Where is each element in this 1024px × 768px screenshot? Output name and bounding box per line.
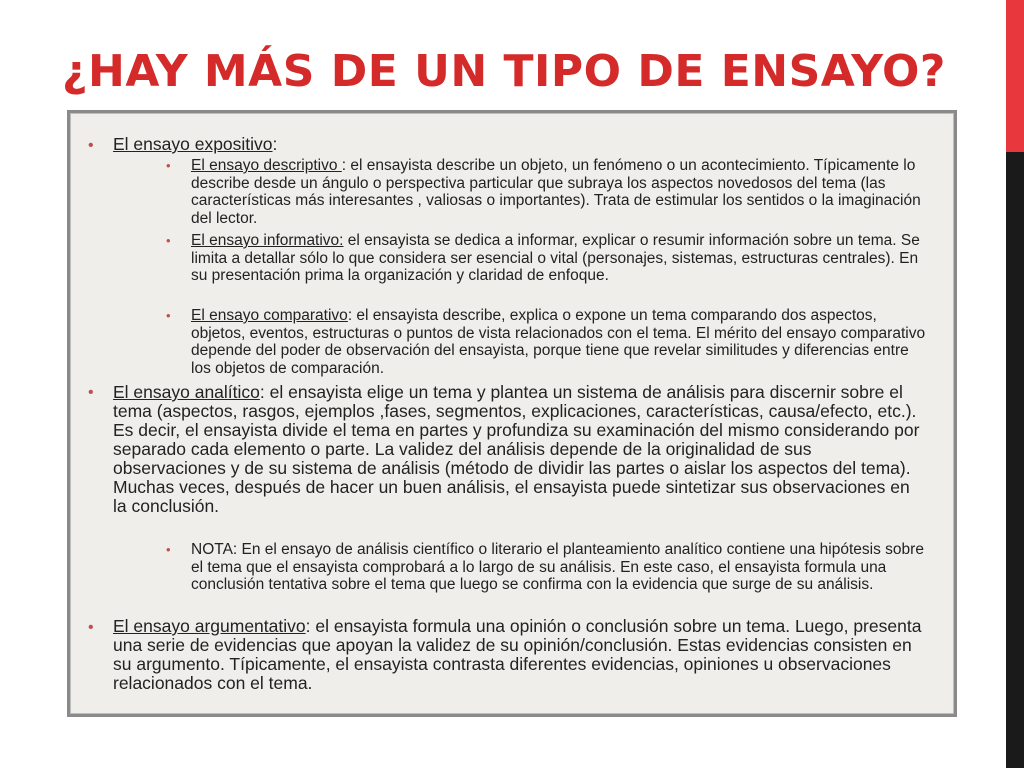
slide-title: ¿HAY MÁS DE UN TIPO DE ENSAYO? (62, 46, 946, 97)
list-item-argumentativo (113, 617, 923, 693)
accent-bar-black (1006, 152, 1024, 768)
text-nota: NOTA: En el ensayo de análisis científico o literario el planteamiento analítico contiene una hipótesis sobre el tema que el ensayista comprobará a lo largo de su análisis. En este caso, el ensayista formula una conclusión tentativa sobre el tema que luego se confirma con la evidencia que surge de su análisis. (191, 541, 924, 594)
text-informativo: el ensayista se dedica a informar, explicar o resumir información sobre un tema. Se limita a detallar sólo lo que considera ser esencial o vital (personajes, sistemas, estructuras centrales). En su presentación prima la organización y claridad de enfoque. (191, 232, 920, 285)
term-descriptivo: El ensayo descriptivo (191, 157, 342, 174)
text-argumentativo: : el ensayista formula una opinión o conclusión sobre un tema. Luego, presenta una serie de evidencias que apoyan la validez de su opinión/conclusión. Estas evidencias consisten en su argumento. Típicamente, el ensayista contrasta diferentes evidencias, opiniones u observaciones relacionados con el tema. (113, 616, 922, 693)
term-comparativo: El ensayo comparativo (191, 307, 348, 324)
text-descriptivo: : el ensayista describe un objeto, un fenómeno o un acontecimiento. Típicamente lo describe desde un ángulo o perspectiva particular que subraya los aspectos novedosos del tema (las características más interesantes , valiosas o importantes). Trata de estimular los sentidos o la imaginación del lector. (191, 157, 921, 227)
text-comparativo: : el ensayista describe, explica o expone un tema comparando dos aspectos, objetos, eventos, estructuras o puntos de vista relacionados con el tema. El mérito del ensayo comparativo depende del poder de observación del ensayista, porque tiene que revelar similitudes y diferencias entre los objetos de comparación. (191, 307, 926, 377)
term-informativo: El ensayo informativo: (191, 232, 344, 249)
sublist-item-comparativo (191, 307, 926, 377)
sublist-item-descriptivo (191, 157, 926, 227)
bullet-icon: • (166, 158, 171, 173)
bullet-icon: • (88, 384, 94, 401)
term-expositivo: El ensayo expositivo (113, 134, 273, 154)
bullet-icon: • (166, 233, 171, 248)
bullet-icon: • (88, 137, 94, 154)
term-analitico: El ensayo analítico (113, 382, 260, 402)
sublist-item-informativo (191, 232, 926, 285)
list-item-analitico (113, 383, 923, 516)
list-item-expositivo (113, 135, 933, 154)
text-analitico: : el ensayista elige un tema y plantea un sistema de análisis para discernir sobre el tema (aspectos, rasgos, ejemplos ,fases, segmentos, explicaciones, características, causa/efecto, etc.). Es decir, el ensayista divide el tema en partes y profundiza su examinación del mismo considerando por separado cada elemento o parte. La validez del análisis depende de la originalidad de sus observaciones y de su sistema de análisis (método de dividir las partes o aislar los aspectos del tema). Muchas veces, después de hacer un buen análisis, el ensayista puede sintetizar sus observaciones en la conclusión. (113, 382, 920, 516)
bullet-icon: • (88, 619, 94, 636)
accent-bar-red (1006, 0, 1024, 152)
content-box (67, 110, 957, 717)
term-argumentativo: El ensayo argumentativo (113, 616, 306, 636)
bullet-icon: • (166, 542, 171, 557)
bullet-icon: • (166, 308, 171, 323)
text-expositivo: : (272, 134, 278, 154)
sublist-item-nota (191, 541, 926, 594)
